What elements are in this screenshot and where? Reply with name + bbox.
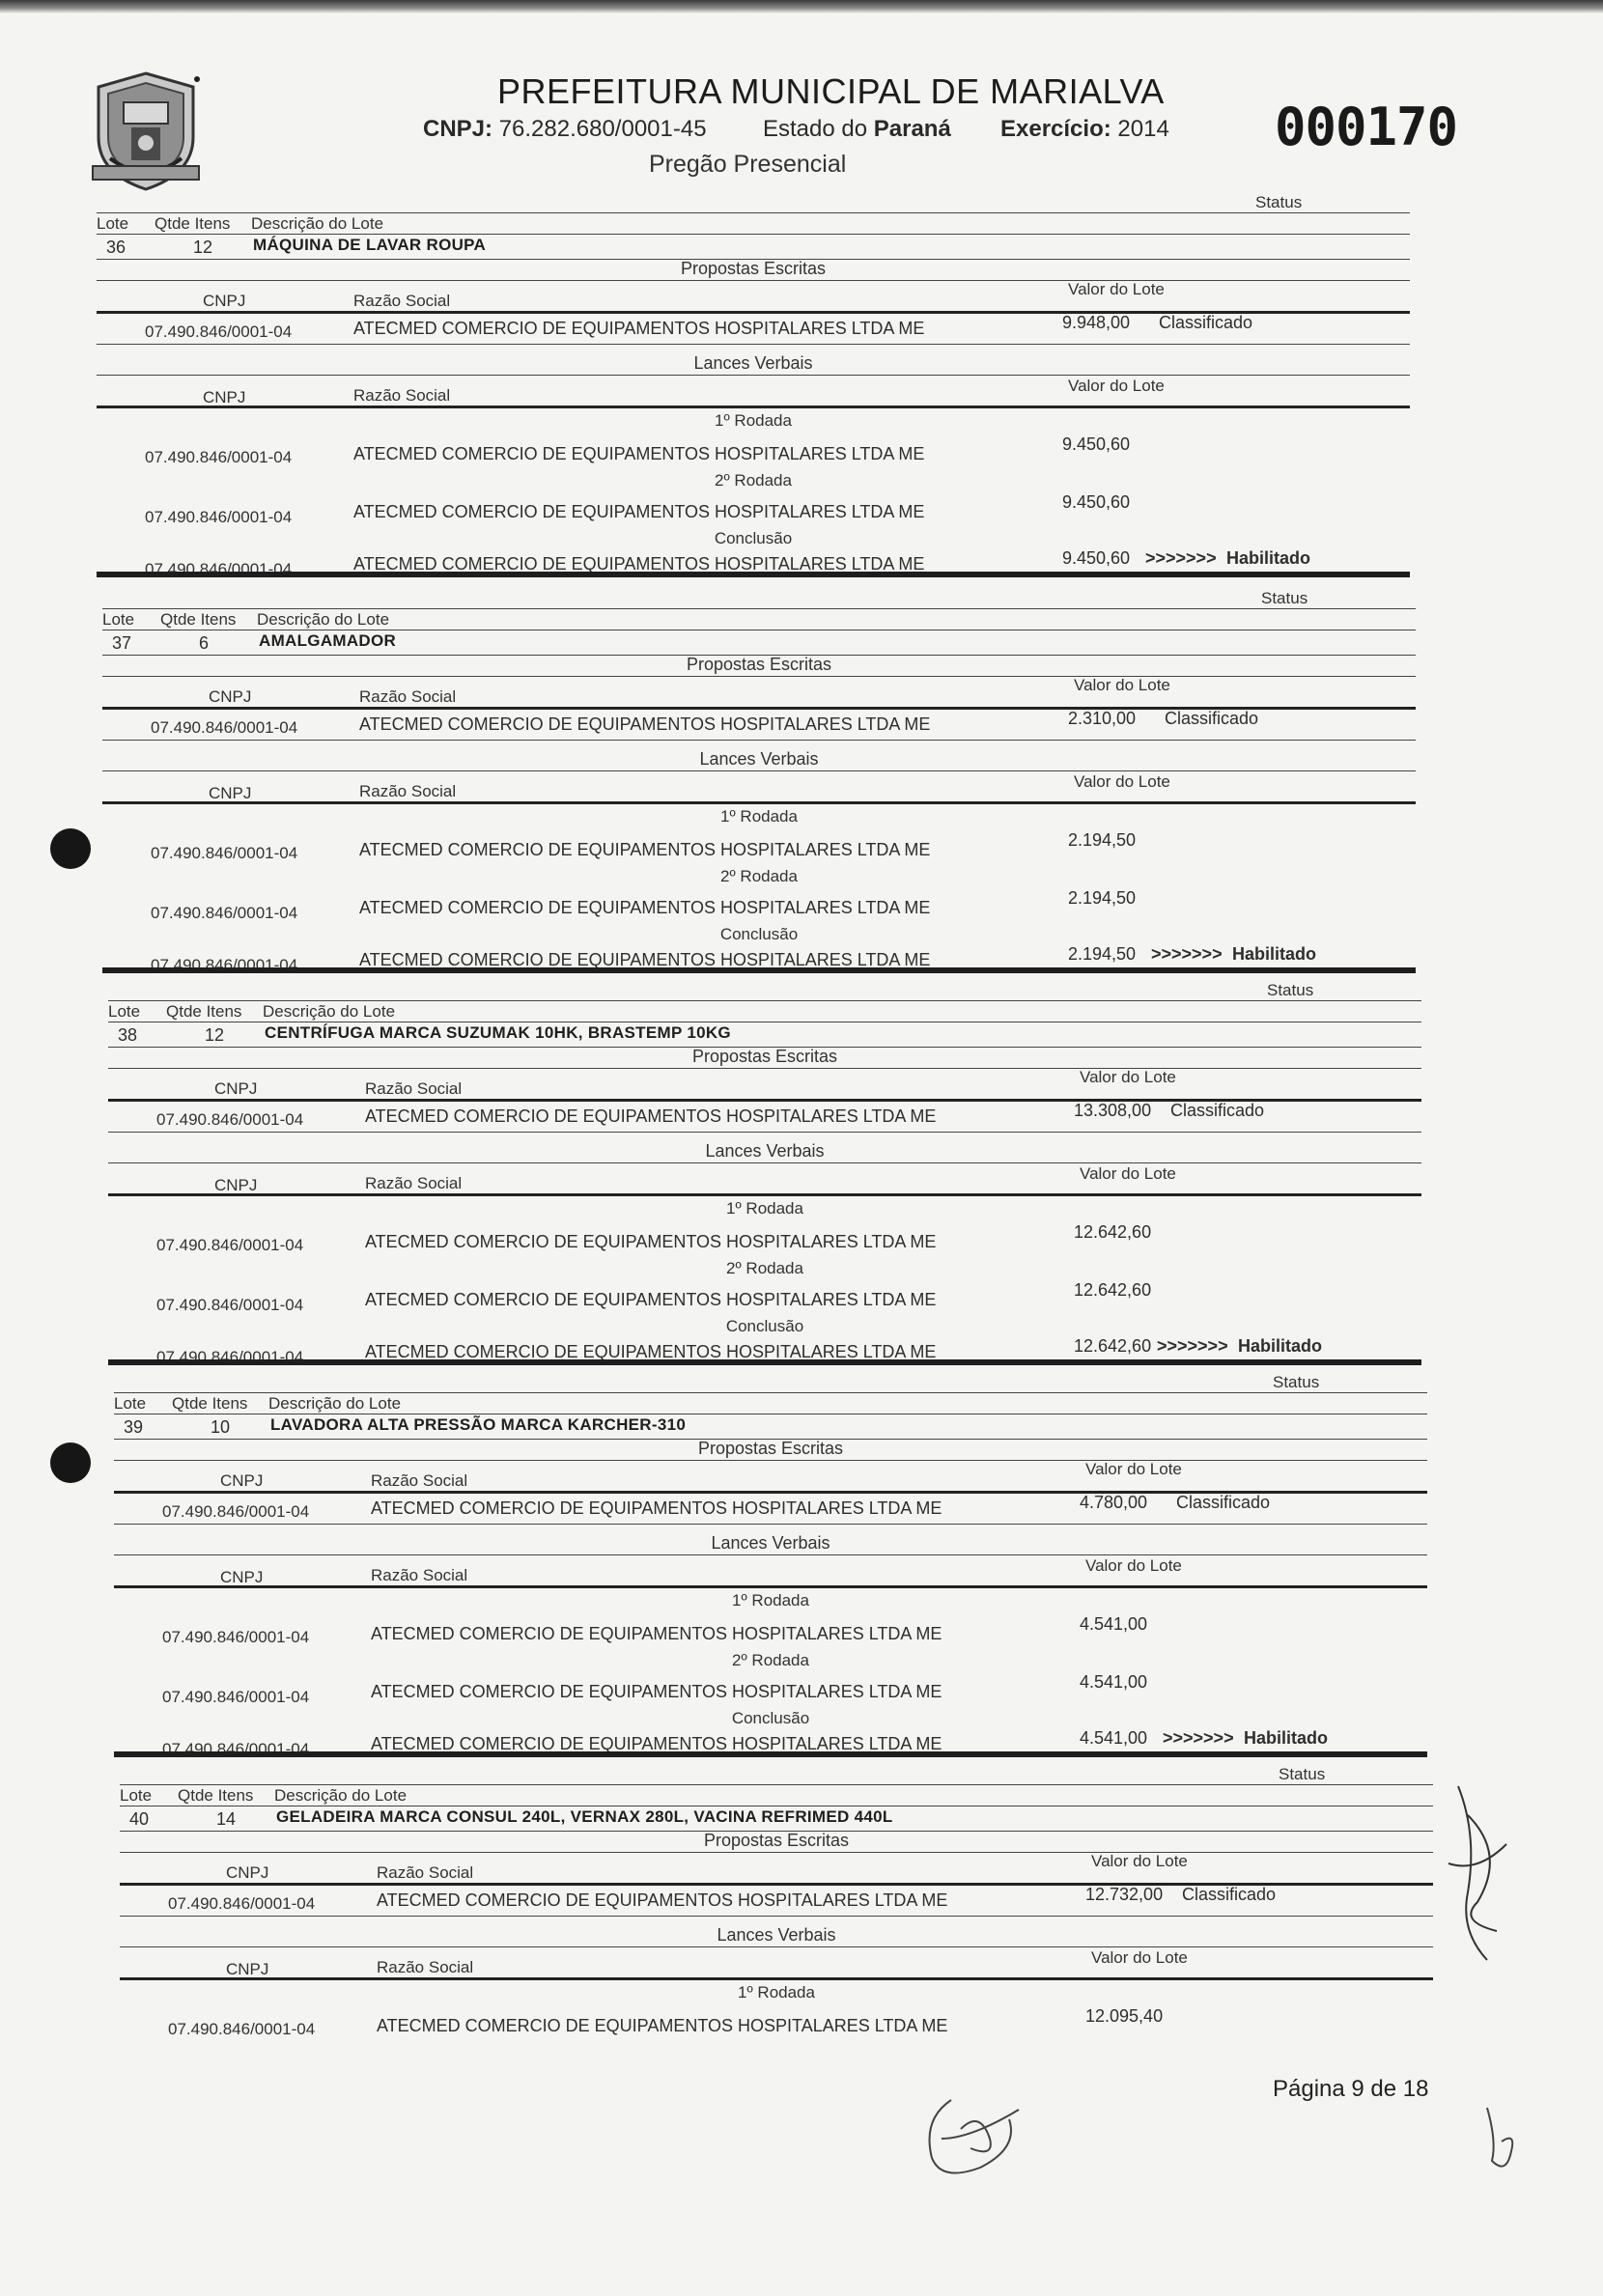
lote-end-rule [102, 967, 1416, 973]
rodada-1-title: 1º Rodada [726, 1199, 803, 1218]
rule [108, 1068, 1421, 1069]
rodada-1-razao: ATECMED COMERCIO DE EQUIPAMENTOS HOSPITALARES LTDA ME [359, 840, 931, 859]
rule [108, 1193, 1421, 1196]
proposta-status: Classificado [1170, 1101, 1265, 1120]
conclusao-status: Habilitado [1238, 1336, 1323, 1356]
cnpj-header: CNPJ [214, 1176, 258, 1194]
conclusao-title: Conclusão [714, 529, 793, 547]
proposta-razao: ATECMED COMERCIO DE EQUIPAMENTOS HOSPITALARES LTDA ME [353, 319, 925, 338]
conclusao-status: Habilitado [1244, 1728, 1329, 1748]
lote-description: CENTRÍFUGA MARCA SUZUMAK 10HK, BRASTEMP 10KG [265, 1023, 731, 1042]
proposta-cnpj: 07.490.846/0001-04 [145, 322, 293, 341]
cnpj-header: CNPJ [220, 1568, 264, 1586]
rule [97, 212, 1410, 213]
conclusao-arrow: >>>>>>> [1151, 944, 1223, 964]
lote-block [120, 1765, 1433, 2145]
cnpj-header: CNPJ [226, 1960, 269, 1978]
conclusao-cnpj: 07.490.846/0001-04 [162, 1740, 310, 1758]
conclusao-cnpj: 07.490.846/0001-04 [156, 1348, 304, 1366]
lote-description: MÁQUINA DE LAVAR ROUPA [253, 236, 487, 254]
conclusao-razao: ATECMED COMERCIO DE EQUIPAMENTOS HOSPITALARES LTDA ME [353, 554, 925, 574]
lote-header: Lote [120, 1786, 153, 1805]
rodada-1-title: 1º Rodada [720, 807, 798, 826]
municipal-crest-icon [89, 70, 203, 193]
conclusao-cnpj: 07.490.846/0001-04 [145, 560, 293, 578]
rodada-1-title: 1º Rodada [732, 1591, 809, 1610]
rule [114, 1460, 1427, 1461]
razao-header: Razão Social [371, 1566, 468, 1584]
proposta-status: Classificado [1176, 1493, 1271, 1512]
valor-header: Valor do Lote [1068, 377, 1165, 395]
proposta-razao: ATECMED COMERCIO DE EQUIPAMENTOS HOSPITALARES LTDA ME [371, 1498, 942, 1518]
rule [97, 344, 1410, 345]
rule [108, 1000, 1421, 1001]
scan-top-edge [0, 0, 1603, 14]
lote-end-rule [97, 572, 1410, 577]
razao-header: Razão Social [353, 386, 451, 405]
qtde-header: Qtde Itens [166, 1002, 242, 1021]
rodada-1-title: 1º Rodada [715, 411, 792, 430]
qtde-header: Qtde Itens [172, 1394, 248, 1413]
rule [97, 406, 1410, 408]
rule [120, 1977, 1433, 1980]
lote-description: GELADEIRA MARCA CONSUL 240L, VERNAX 280L, VACINA REFRIMED 440L [276, 1807, 893, 1826]
descricao-header: Descrição do Lote [251, 214, 384, 233]
rodada-2-title: 2º Rodada [720, 867, 798, 885]
descricao-header: Descrição do Lote [257, 610, 390, 629]
conclusao-status: Habilitado [1226, 548, 1311, 568]
razao-header: Razão Social [359, 782, 457, 800]
cnpj-header: CNPJ: 76.282.680/0001-45 [423, 116, 707, 142]
proposta-status: Classificado [1159, 313, 1253, 332]
lote-block [114, 1373, 1427, 1758]
rule [114, 1392, 1427, 1393]
cnpj-header: CNPJ [220, 1471, 264, 1490]
lote-qtde: 12 [205, 1025, 225, 1045]
cnpj-header: CNPJ [209, 687, 252, 706]
valor-header: Valor do Lote [1074, 772, 1170, 791]
lote-header: Lote [97, 214, 129, 233]
rodada-1-razao: ATECMED COMERCIO DE EQUIPAMENTOS HOSPITALARES LTDA ME [365, 1232, 937, 1251]
rodada-2-title: 2º Rodada [732, 1651, 809, 1669]
proposta-valor: 4.780,00 [1080, 1493, 1148, 1512]
proposta-razao: ATECMED COMERCIO DE EQUIPAMENTOS HOSPITALARES LTDA ME [365, 1106, 937, 1126]
razao-header: Razão Social [365, 1079, 463, 1098]
razao-header: Razão Social [371, 1471, 468, 1490]
cnpj-header: CNPJ [203, 388, 246, 406]
punch-hole [50, 828, 91, 869]
proposta-status: Classificado [1182, 1885, 1277, 1904]
proposta-cnpj: 07.490.846/0001-04 [168, 1894, 316, 1913]
rodada-1-cnpj: 07.490.846/0001-04 [162, 1628, 310, 1646]
rodada-1-title: 1º Rodada [738, 1983, 815, 2002]
razao-header: Razão Social [377, 1958, 474, 1976]
conclusao-cnpj: 07.490.846/0001-04 [151, 956, 298, 974]
conclusao-arrow: >>>>>>> [1157, 1336, 1228, 1356]
lances-section-title: Lances Verbais [693, 353, 813, 373]
lote-qtde: 6 [199, 633, 210, 653]
propostas-section-title: Propostas Escritas [686, 655, 832, 674]
rodada-2-cnpj: 07.490.846/0001-04 [151, 904, 298, 922]
valor-header: Valor do Lote [1080, 1068, 1176, 1086]
lote-header: Lote [108, 1002, 141, 1021]
proposta-cnpj: 07.490.846/0001-04 [151, 718, 298, 737]
rodada-1-cnpj: 07.490.846/0001-04 [151, 844, 298, 862]
razao-header: Razão Social [359, 687, 457, 706]
conclusao-razao: ATECMED COMERCIO DE EQUIPAMENTOS HOSPITALARES LTDA ME [365, 1342, 937, 1361]
rodada-2-valor: 9.450,60 [1062, 492, 1131, 512]
rodada-2-razao: ATECMED COMERCIO DE EQUIPAMENTOS HOSPITALARES LTDA ME [359, 898, 931, 917]
status-header: Status [1261, 589, 1308, 607]
qtde-header: Qtde Itens [160, 610, 237, 629]
rule [97, 375, 1410, 376]
rodada-2-title: 2º Rodada [715, 471, 792, 490]
rule [102, 801, 1416, 804]
rodada-2-title: 2º Rodada [726, 1259, 803, 1277]
propostas-section-title: Propostas Escritas [703, 1831, 850, 1850]
rodada-1-valor: 4.541,00 [1080, 1614, 1148, 1634]
rule [120, 1784, 1433, 1785]
rodada-2-razao: ATECMED COMERCIO DE EQUIPAMENTOS HOSPITALARES LTDA ME [365, 1290, 937, 1309]
rodada-1-valor: 2.194,50 [1068, 830, 1137, 850]
conclusao-title: Conclusão [725, 1317, 804, 1335]
rule [108, 1132, 1421, 1133]
rodada-2-razao: ATECMED COMERCIO DE EQUIPAMENTOS HOSPITALARES LTDA ME [371, 1682, 942, 1701]
valor-header: Valor do Lote [1085, 1556, 1182, 1575]
page-counter: Página 9 de 18 [1273, 2076, 1429, 2102]
conclusao-razao: ATECMED COMERCIO DE EQUIPAMENTOS HOSPITALARES LTDA ME [371, 1734, 942, 1753]
conclusao-title: Conclusão [719, 925, 799, 943]
descricao-header: Descrição do Lote [263, 1002, 396, 1021]
lote-end-rule [108, 1359, 1421, 1365]
valor-header: Valor do Lote [1074, 676, 1170, 694]
rodada-1-razao: ATECMED COMERCIO DE EQUIPAMENTOS HOSPITALARES LTDA ME [377, 2016, 948, 2035]
rodada-1-valor: 12.095,40 [1085, 2006, 1164, 2026]
status-header: Status [1279, 1765, 1326, 1783]
valor-header: Valor do Lote [1068, 280, 1165, 298]
propostas-section-title: Propostas Escritas [680, 259, 827, 278]
rodada-1-cnpj: 07.490.846/0001-04 [168, 2020, 316, 2038]
rodada-2-valor: 12.642,60 [1074, 1280, 1152, 1300]
status-header: Status [1273, 1373, 1320, 1391]
lote-number: 39 [124, 1417, 144, 1437]
rule [108, 1162, 1421, 1163]
rodada-1-cnpj: 07.490.846/0001-04 [145, 448, 293, 466]
lote-number: 40 [129, 1809, 150, 1829]
conclusao-razao: ATECMED COMERCIO DE EQUIPAMENTOS HOSPITALARES LTDA ME [359, 950, 931, 969]
rodada-1-cnpj: 07.490.846/0001-04 [156, 1236, 304, 1254]
page-number-stamp: 000170 [1275, 97, 1458, 157]
lote-number: 38 [118, 1025, 138, 1045]
page-title: PREFEITURA MUNICIPAL DE MARIALVA [497, 71, 1165, 111]
lote-number: 37 [112, 633, 132, 653]
conclusao-valor: 4.541,00 [1080, 1728, 1148, 1748]
lote-block [97, 193, 1410, 578]
conclusao-arrow: >>>>>>> [1145, 548, 1217, 568]
rodada-2-valor: 2.194,50 [1068, 888, 1137, 908]
rodada-1-valor: 9.450,60 [1062, 434, 1131, 454]
valor-header: Valor do Lote [1085, 1460, 1182, 1478]
rule [114, 1585, 1427, 1588]
rule [102, 770, 1416, 771]
proposta-status: Classificado [1165, 709, 1259, 728]
status-header: Status [1255, 193, 1303, 211]
lances-section-title: Lances Verbais [717, 1925, 836, 1945]
rule [97, 234, 1410, 235]
signature-mark [1477, 2103, 1526, 2180]
cnpj-header: CNPJ [203, 292, 246, 310]
proposta-valor: 2.310,00 [1068, 709, 1137, 728]
lote-description: AMALGAMADOR [259, 631, 397, 650]
qtde-header: Qtde Itens [155, 214, 231, 233]
rule [102, 676, 1416, 677]
rule [97, 280, 1410, 281]
conclusao-valor: 9.450,60 [1062, 548, 1131, 568]
lances-section-title: Lances Verbais [699, 749, 819, 769]
valor-header: Valor do Lote [1091, 1852, 1188, 1870]
lote-description: LAVADORA ALTA PRESSÃO MARCA KARCHER-310 [270, 1415, 687, 1434]
rule [120, 1852, 1433, 1853]
conclusao-valor: 12.642,60 [1074, 1336, 1152, 1356]
lote-header: Lote [102, 610, 135, 629]
rule [102, 740, 1416, 741]
status-header: Status [1267, 981, 1314, 999]
cnpj-header: CNPJ [209, 784, 252, 802]
descricao-header: Descrição do Lote [274, 1786, 408, 1805]
valor-header: Valor do Lote [1080, 1164, 1176, 1183]
lote-qtde: 12 [193, 238, 213, 257]
signature-initials [1439, 1777, 1516, 1970]
modality-label: Pregão Presencial [649, 151, 847, 178]
rodada-1-razao: ATECMED COMERCIO DE EQUIPAMENTOS HOSPITALARES LTDA ME [353, 444, 925, 463]
rodada-2-cnpj: 07.490.846/0001-04 [156, 1296, 304, 1314]
conclusao-status: Habilitado [1232, 944, 1317, 964]
proposta-cnpj: 07.490.846/0001-04 [156, 1110, 304, 1129]
rule [102, 608, 1416, 609]
proposta-valor: 13.308,00 [1074, 1101, 1152, 1120]
lances-section-title: Lances Verbais [711, 1533, 830, 1553]
rule [120, 1946, 1433, 1947]
exercicio-header: Exercício: 2014 [1000, 116, 1169, 142]
rodada-2-cnpj: 07.490.846/0001-04 [162, 1688, 310, 1706]
punch-hole [50, 1442, 91, 1483]
conclusao-arrow: >>>>>>> [1163, 1728, 1234, 1748]
proposta-valor: 9.948,00 [1062, 313, 1131, 332]
lote-number: 36 [106, 238, 127, 257]
razao-header: Razão Social [377, 1863, 474, 1882]
cnpj-header: CNPJ [214, 1079, 258, 1098]
rodada-1-razao: ATECMED COMERCIO DE EQUIPAMENTOS HOSPITALARES LTDA ME [371, 1624, 942, 1643]
estado-header: Estado do Paraná [763, 116, 951, 142]
proposta-razao: ATECMED COMERCIO DE EQUIPAMENTOS HOSPITALARES LTDA ME [359, 714, 931, 734]
cnpj-header: CNPJ [226, 1863, 269, 1882]
qtde-header: Qtde Itens [178, 1786, 254, 1805]
conclusao-title: Conclusão [731, 1709, 810, 1727]
rule [114, 1554, 1427, 1555]
propostas-section-title: Propostas Escritas [697, 1439, 844, 1458]
signature-scribble [913, 2081, 1038, 2187]
rodada-2-razao: ATECMED COMERCIO DE EQUIPAMENTOS HOSPITALARES LTDA ME [353, 502, 925, 521]
propostas-section-title: Propostas Escritas [691, 1047, 838, 1066]
conclusao-valor: 2.194,50 [1068, 944, 1137, 964]
rule [114, 1524, 1427, 1525]
descricao-header: Descrição do Lote [268, 1394, 402, 1413]
razao-header: Razão Social [365, 1174, 463, 1192]
proposta-razao: ATECMED COMERCIO DE EQUIPAMENTOS HOSPITALARES LTDA ME [377, 1890, 948, 1910]
rodada-1-valor: 12.642,60 [1074, 1222, 1152, 1242]
proposta-cnpj: 07.490.846/0001-04 [162, 1502, 310, 1521]
proposta-valor: 12.732,00 [1085, 1885, 1164, 1904]
valor-header: Valor do Lote [1091, 1948, 1188, 1967]
rule [120, 1916, 1433, 1917]
razao-header: Razão Social [353, 292, 451, 310]
lote-end-rule [114, 1751, 1427, 1757]
lote-qtde: 14 [216, 1809, 237, 1829]
lote-block [108, 981, 1421, 1366]
lote-block [102, 589, 1416, 974]
rodada-2-valor: 4.541,00 [1080, 1672, 1148, 1692]
lote-header: Lote [114, 1394, 147, 1413]
lote-qtde: 10 [211, 1417, 231, 1437]
lances-section-title: Lances Verbais [705, 1141, 825, 1161]
rodada-2-cnpj: 07.490.846/0001-04 [145, 508, 293, 526]
